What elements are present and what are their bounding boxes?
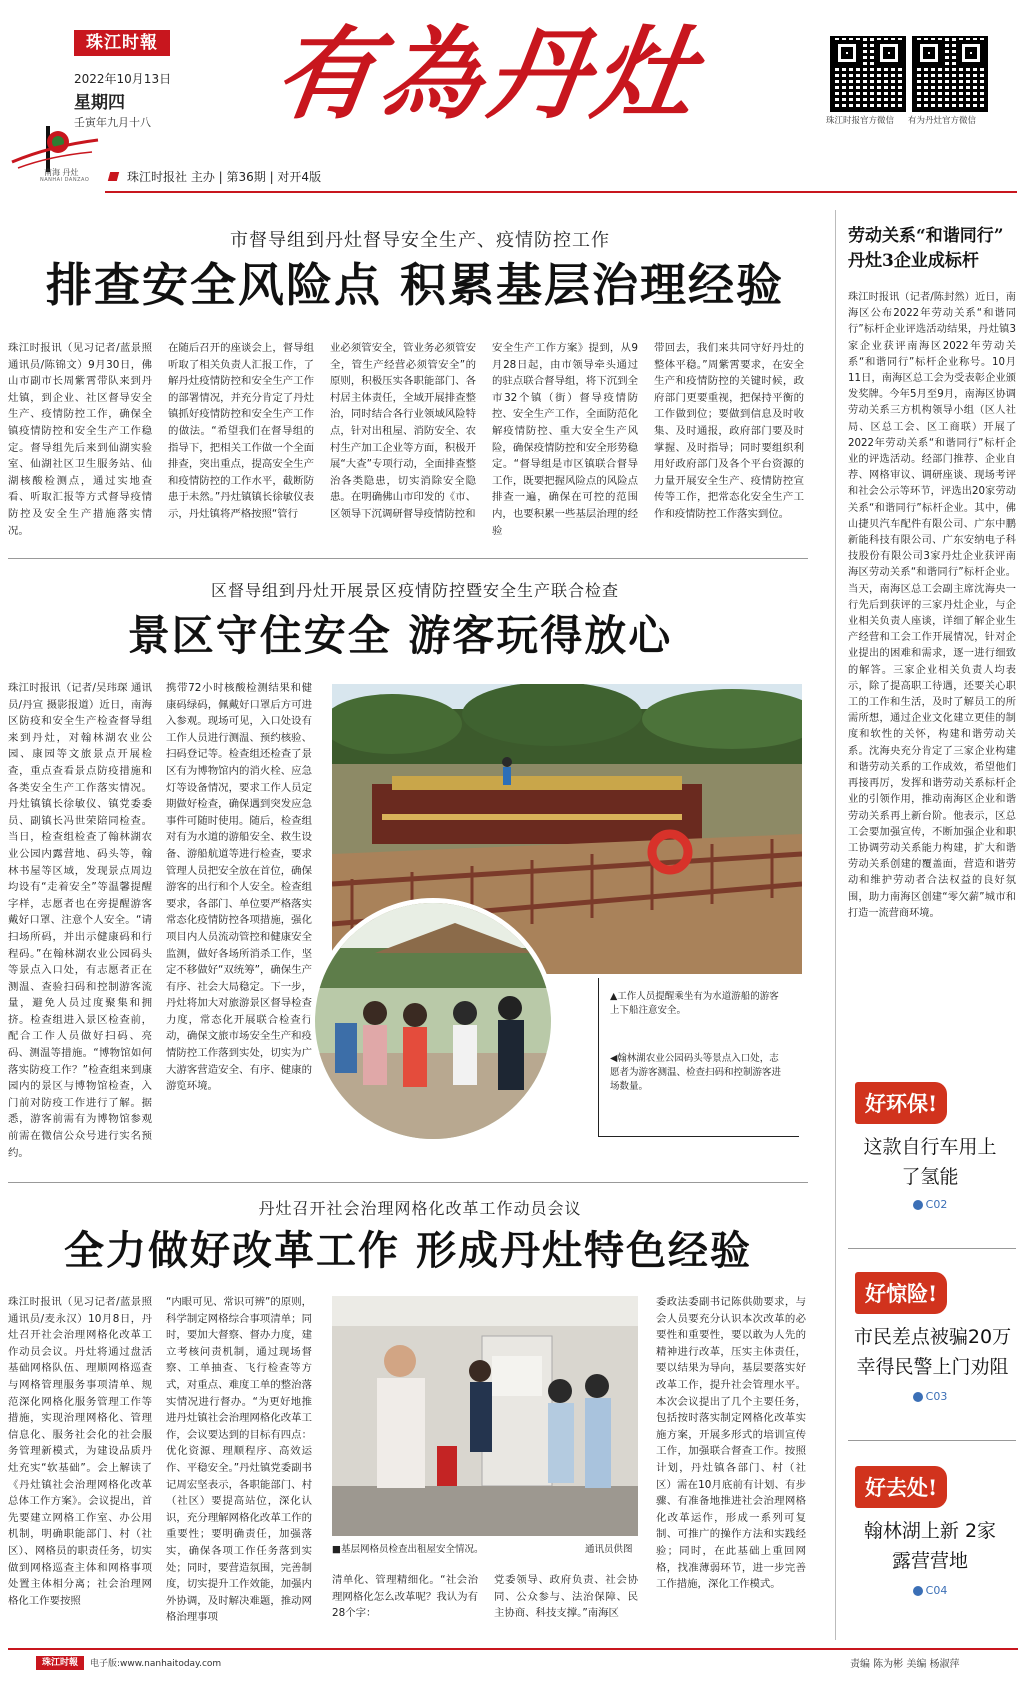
issue-line: 珠江时报社 主办 | 第36期 | 对开4版 bbox=[127, 170, 322, 184]
photo3-credit: 通讯员供图 bbox=[585, 1544, 633, 1555]
photo-caption-2: ◀翰林湖农业公园码头等景点入口处，志愿者为游客测温、检查扫码和控制游客进场数量。 bbox=[610, 1053, 782, 1092]
sidebar-rule-1 bbox=[848, 1248, 1016, 1249]
article2-kicker: 区督导组到丹灶开展景区疫情防控暨安全生产联合检查 bbox=[210, 581, 619, 600]
page-ref-icon bbox=[913, 1586, 923, 1596]
teaser2-text[interactable]: 市民差点被骗20万 幸得民警上门劝阻 bbox=[853, 1326, 1012, 1378]
page-title: 有為丹灶 bbox=[267, 15, 709, 133]
sidebar-headline: 劳动关系“和谐同行” 丹灶3企业成标杆 bbox=[848, 226, 1004, 271]
article1-col3: 业必须管安全，管业务必须管安全，管生产经营必须管安全”的原则，积极压实各职能部门、各村居主体责任，全域开展排查整治，同时结合各行业领域风险特点，针对出租屋、消防安全、农村生产加工企业等方面，积极开展“大查”专项行动，全面排查整治各类隐患，切实消除安全隐患。在明确佛山市印发的《市、区领导下沉调研督导疫情防控和 bbox=[330, 342, 476, 520]
lunar-date: 壬寅年九月十八 bbox=[74, 116, 151, 129]
photo3-caption: ■基层网格员检查出租屋安全情况。 bbox=[332, 1544, 484, 1555]
article3-headline: 全力做好改革工作 形成丹灶特色经验 bbox=[64, 1227, 752, 1274]
emblem-caption: 南海 丹灶 bbox=[44, 168, 79, 177]
rule-article2 bbox=[8, 1182, 808, 1183]
article3-col3: 清单化、管理精细化。“社会治理网格化怎么改革呢？我认为有28个字： bbox=[332, 1574, 478, 1620]
article1-col1: 珠江时报讯（见习记者/蓝景照 通讯员/陈锦文）9月30日，佛山市副市长周紫霄带队来到丹灶镇，到企业、社区督导安全生产、疫情防控工作，确保全镇疫情防控和安全生产工作稳定。督导组先后来到仙湖实验室、仙湖社区卫生服务站、仙湖核酸检测点，通过实地查看、听取汇报等方式督导疫情防控及安全生产措施落实情况。 bbox=[8, 342, 152, 537]
article2-col2: 携带72小时核酸检测结果和健康码绿码，佩戴好口罩后方可进入参观。现场可见，入口处设有工作人员进行测温、预约核验、扫码登记等。检查组还检查了景区有为博物馆内的消火栓、应急灯等设备情况，要求工作人员定期做好检查，确保遇到突发应急事件可随时使用。随后，检查组对有为水道的游船安全、救生设备、游船航道等进行检查，要求管理人员把安全放在首位，确保游客的出行和个人安全。检查组要求，各部门、单位要严格落实常态化疫情防控各项措施，强化项目内人员流动管控和健康安全监测，做好各场所消杀工作，坚定不移做好“双统筹”，确保生产有序、社会大局稳定。下一步，丹灶将加大对旅游景区督导检查力度，常态化开展联合检查行动，确保文旅市场安全生产和疫情防控工作落到实处，切实为广大游客营造安全、有序、健康的游览环境。 bbox=[166, 682, 312, 1093]
article1-col2: 在随后召开的座谈会上，督导组听取了相关负责人汇报工作，了解丹灶疫情防控和安全生产工作的部署情况，并充分肯定了丹灶镇抓好疫情防控和安全生产工作的做法。“希望我们在督导组的指导下，把相关工作做一个全面排查，突出重点，提高安全生产和疫情防控的工作水平，截断防患于未然。”丹灶镇镇长徐敏仪表示，丹灶镇将严格按照“管行 bbox=[168, 342, 314, 520]
footer-credits: 责编 陈为彬 美编 杨淑萍 bbox=[850, 1659, 960, 1670]
page-ref-icon bbox=[913, 1392, 923, 1402]
page-ref-icon bbox=[913, 1200, 923, 1210]
teaser1-ref[interactable]: C02 bbox=[855, 1198, 1005, 1211]
sidebar-rule-2 bbox=[848, 1440, 1016, 1441]
sidebar-body: 珠江时报讯（记者/陈封然）近日，南海区公布2022年劳动关系“和谐同行”标杆企业评选活动结果，丹灶镇3家企业获评南海区2022年劳动关系“和谐同行”标杆企业称号。10月11日，南海区总工会为受表彰企业颁发奖牌。今年5月至9月，南海区协调劳动关系三方机构领导小组（区人社局、区总工会、区工商联）开展了2022年劳动关系“和谐同行”标杆企业的评选活动。经部门推荐、企业自荐、网格审议、调研座谈、现场考评和社会公示等环节，评选出20家劳动关系“和谐同行”标杆企业。其中，佛山捷贝汽车配件有限公司、广东中鹏新能科技有限公司、广东安纳电子科技股份有限公司3家丹灶企业获评南海区劳动关系“和谐同行”标杆企业。当天，南海区总工会副主席沈海央一行先后到获评的三家丹灶企业，与企业相关负责人座谈，详细了解企业生产经营和工会工作开展情况，针对企业提出的困难和需求，逐一进行细致的解答。三家企业相关负责人均表示，除了提高职工待遇，还要关心职工的工作和生活，及时了解员工的所需所想，通过企业文化建立更佳的制度和软性的关怀，构建和谐劳动关系。沈海央充分肯定了三家企业构建和谐劳动关系的工作成效，希望他们再接再厉，发挥和谐劳动关系标杆企业的引领作用，推动南海区企业和谐劳动关系再上新台阶。他表示，区总工会要加强宣传，不断加强企业和职工协调劳动关系能力构建，扩大和谐劳动关系创建的覆盖面，营造和谐劳动和维护劳动者合法权益的良好氛围，助力南海区创建“零欠薪”城市和打造一流营商环境。 bbox=[848, 292, 1016, 919]
paper-logo: 珠江时報 bbox=[74, 30, 170, 56]
rule-article1 bbox=[8, 558, 808, 559]
article1-headline: 排查安全风险点 积累基层治理经验 bbox=[45, 258, 784, 312]
teaser3-ref[interactable]: C04 bbox=[855, 1584, 1005, 1597]
issue-date: 2022年10月13日 bbox=[74, 72, 172, 86]
article1-col5: 带回去，我们来共同守好丹灶的整体平稳。”周紫霄要求，在安全生产和疫情防控的关键时候，政府部门更要重视，把保持平衡的工作做到位；要做到信息及时收集、及时通报，政府部门要及时掌握、及时指导；同时要组织利用好政府部门及各个平台资源的力量开展安全生产、疫情防控宣传等工作，把常态化安全生产工作和疫情防控工作落实到位。 bbox=[654, 342, 804, 520]
emblem-caption-en: NANHAI DANZAO bbox=[40, 177, 90, 183]
article3-col1: 珠江时报讯（见习记者/蓝景照 通讯员/麦永汉）10月8日，丹灶召开社会治理网格化改革工作动员会议。丹灶将通过盘活基础网格队伍、理顺网格巡查与网格管理服务事项清单、规范深化网格化服务管理工作等措施，实现治理网格化、管理信息化、服务社会化的社会服务管理新模式，为建设品质丹灶充实“软基础”。会上解读了《丹灶镇社会治理网格化改革总体工作方案》。会议提出，首先要建立网格工作室、办公用机制，明确职能部门、村（社区）、网格员的职责任务，切实做到网格巡查主体和网格事项处置主体相分离；社会治理网格化工作要按照 bbox=[8, 1296, 152, 1607]
masthead-rule bbox=[105, 191, 1017, 193]
photo-volunteers bbox=[310, 898, 556, 1144]
issue-marker-icon bbox=[108, 172, 119, 181]
teaser2-tag: 好惊险! bbox=[855, 1272, 947, 1314]
teaser2-ref[interactable]: C03 bbox=[855, 1390, 1005, 1403]
qr-code-zhujiang[interactable] bbox=[830, 36, 906, 112]
article3-col4: 党委领导、政府负责、社会协同、公众参与、法治保障、民主协商、科技支撑。”南海区 bbox=[494, 1574, 638, 1620]
article3-col2: “内眼可见、常识可辨”的原则，科学制定网格综合事项清单；同时，要加大督察、督办力度，建立考核问责机制，通过现场督察、工单抽查、飞行检查等方式，对重点、难度工单的整治落实情况进行督办。“为更好地推进丹灶镇社会治理网格化改革工作，会议要达到的目标有四点：优化资源、理顺程序、高效运作、平稳安全。”丹灶镇党委副书记周宏坚表示，各职能部门、村（社区）要提高站位，深化认识，充分理解网格化改革工作的重要性；要明确责任，加强落实，确保各项工作任务落到实处；同时，要营造氛围，完善制度，切实提升工作效能，加强内外协调，及时解决难题，推动网格治理事项 bbox=[166, 1296, 312, 1624]
qr1-label: 珠江时报官方微信 bbox=[826, 116, 895, 126]
article2-headline: 景区守住安全 游客玩得放心 bbox=[127, 611, 673, 660]
sidebar-divider bbox=[835, 210, 836, 1640]
article3-kicker: 丹灶召开社会治理网格化改革工作动员会议 bbox=[258, 1199, 582, 1218]
article1-col4: 安全生产工作方案》提到，从9月28日起，由市领导牵头通过的驻点联合督导组，将下沉到全市32个镇（街）督导疫情防控、安全生产工作，全面防范化解疫情防控、重大安全生产风险，确保疫情防控和安全形势稳定。“督导组是市区镇联合督导工作，既要把握风险点的风险点排查一遍，确保在可控的范围内，也要积累一些基层治理的经验 bbox=[492, 342, 638, 537]
qr-code-danzao[interactable] bbox=[912, 36, 988, 112]
weekday: 星期四 bbox=[74, 93, 125, 113]
photo-grid-inspection bbox=[332, 1296, 638, 1536]
teaser1-text[interactable]: 这款自行车用上了氢能 bbox=[863, 1136, 997, 1188]
qr2-label: 有为丹灶官方微信 bbox=[908, 116, 977, 126]
footer-rule bbox=[8, 1648, 1018, 1650]
photo-caption-1: ▲工作人员提醒乘坐有为水道游船的游客上下船注意安全。 bbox=[610, 991, 779, 1016]
teaser3-tag: 好去处! bbox=[855, 1466, 947, 1508]
footer-site[interactable]: 电子版:www.nanhaitoday.com bbox=[90, 1659, 222, 1669]
article3-col5: 委政法委副书记陈供勋要求，与会人员要充分认识本次改革的必要性和重要性，要以敢为人先的精神进行改革，压实主体责任，要以结果为导向，基层要落实好改革工作，提升社会管理水平。本次会议提出了几个主要任务，包括按时落实制定网格化改革实施方案，开展多形式的培训宣传工作，加强联合督查工作。按照计划，丹灶镇各部门、村（社区）需在10月底前有计划、有步骤、有准备地推进社会治理网格化改革运作，形成一系列可复制、可推广的操作方法和实践经验；同时，在此基础上重回网格，找准薄弱环节，进一步完善工作措施，深化工作模式。 bbox=[656, 1296, 806, 1591]
issue-bar bbox=[105, 168, 1020, 188]
article2-col1: 珠江时报讯（记者/吴玮琛 通讯员/丹宣 摄影报道）近日，南海区防疫和安全生产检查督导组来到丹灶，对翰林湖农业公园、康园等文旅景点开展检查，重点查看景点防疫措施和各类安全生产工作落实情况。丹灶镇镇长徐敏仪、镇党委委员、副镇长冯世荣陪同检查。当日，检查组检查了翰林湖农业公园内露营地、码头等，翰林书屋等区域，发现景点周边均设有“走着安全”等温馨提醒字样，志愿者也在旁提醒游客戴好口罩、注意个人安全。“请扫场所码，并出示健康码和行程码。”在翰林湖农业公园码头等景点入口处，有志愿者正在测温、查验扫码和控制游客流量，避免人员过度聚集和拥挤。检查组进入景区检查前，配合工作人员做好扫码、亮码、测温等措施。“博物馆如何落实防疫工作？”检查组来到康园内的景区与博物馆检查，入门前对防疫工作进行了解。据悉，游客前需有为博物馆参观前需在微信公众号进行实名预约。 bbox=[8, 682, 152, 1158]
teaser1-tag: 好环保! bbox=[855, 1082, 947, 1124]
teaser3-text[interactable]: 翰林湖上新 2家露营营地 bbox=[863, 1520, 997, 1572]
footer-logo: 珠江时報 bbox=[36, 1656, 84, 1670]
article1-kicker: 市督导组到丹灶督导安全生产、疫情防控工作 bbox=[230, 230, 610, 251]
